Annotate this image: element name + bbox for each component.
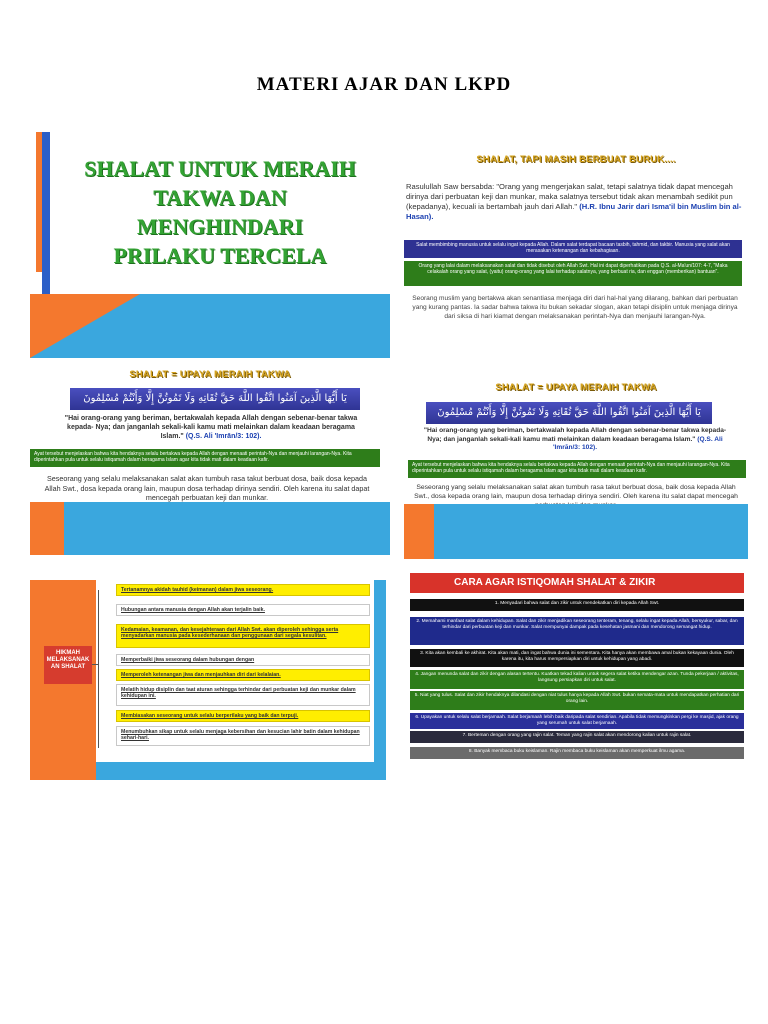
istiqomah-row-7: 7. Berteman dengan orang yang rajin salat. Teman yang rajin salat akan mendorong kalian untuk rajin salat. [410, 731, 744, 743]
title-line-2: TAKWA DAN MENGHINDARI [136, 185, 304, 239]
slide-body: Seorang muslim yang bertakwa akan senantiasa menjaga diri dari hal-hal yang dilarang, bahkan dari perbuatan yang kurang pantas. Ia sadar bahwa takwa itu bukan sekadar slogan, akan tetapi disiplin untuk menjaga dirinya dari siksa di hari kiamat dengan melaksanakan perintah-Nya dan menjauhi larangan-Nya. [412, 295, 738, 320]
hikmah-item-1: Tertanamnya akidah tauhid (keimanan) dalam jiwa seseorang. [116, 584, 370, 596]
hikmah-item-7: Membiasakan seseorang untuk selalu berperilaku yang baik dan terpuji. [116, 710, 370, 722]
istiqomah-row-1: 1. Menyadari bahwa salat dan zikir untuk mendekatkan diri kepada Allah Swt. [410, 599, 744, 611]
hadith-source: (H.R. Ibnu Jarir dari Isma'il bin Muslim bin al-Hasan). [406, 202, 742, 221]
green-note-box: Ayat tersebut menjelaskan bahwa kita hendaknya selalu bertakwa kepada Allah dengan menaati perintah-Nya dan menjauhi larangan-Nya. Kita diperintahkan pula untuk selalu istiqamah dalam beragama Islam agar kita tidak mati dalam keadaan kafir. [408, 460, 746, 478]
hadith-intro: Rasulullah Saw bersabda: "Orang yang mengerjakan salat, tetapi salatnya tidak dapat mencegah dirinya dari perbuatan keji dan munkar, maka salatnya tersebut tidak akan menambah sedikit pun (kepadanya), kecuali ia bertambah jauh dari Allah." [406, 182, 733, 211]
translation-text: "Hai orang-orang yang beriman, bertakwalah kepada Allah dengan sebenar-benar takwa kepada- Nya; dan janganlah sekali-kali kamu mati melainkan dalam keadaan beragama Islam." [64, 415, 358, 440]
orange-corner-shape [30, 502, 64, 555]
connector-branch [92, 664, 99, 665]
istiqomah-row-3: 3. Kita akan kembali ke akhirat. Kita akan mati, dan ingat bahwa dunia ini sementara. Kita hanya akan membawa amal bukan kekayaan dunia. Oleh karena itu, kita harus mempersiapkan diri untuk kehidupan yang abadi. [410, 649, 744, 667]
hikmah-item-6: Melatih hidup disiplin dan taat aturan sehingga terhindar dari perbuatan keji dan munkar dalam kehidupan ini. [116, 684, 370, 706]
translation-text: "Hai orang-orang yang beriman, bertakwalah kepada Allah dengan sebenar-benar takwa kepada- Nya; dan janganlah sekali-kali kamu mati melainkan dalam keadaan beragama Islam." [423, 427, 727, 443]
slide-body: Seseorang yang selalu melaksanakan salat akan tumbuh rasa takut berbuat dosa, baik dosa kepada Allah Swt., dosa kepada orang lain, maupun dosa terhadap dirinya sendiri. Oleh karena itu salat dapat mencegah perbuatan keji dan munkar. [44, 474, 370, 502]
slide-upaya-takwa-1 [30, 362, 390, 555]
connector-line [98, 590, 99, 748]
hikmah-item-5: Memperoleh ketenangan jiwa dan menjauhkan diri dari kelalaian. [116, 669, 370, 681]
bottom-blue-band [434, 504, 748, 559]
slide-title [30, 132, 390, 358]
istiqomah-row-5: 5. Niat yang tulus. Salat dan zikir hendaknya dilandasi dengan niat tulus hanya kepada Allah Swt. bukan semata-mata untuk mendapatkan perhatian dari orang lain. [410, 691, 744, 710]
hikmah-item-4: Memperbaiki jiwa seseorang dalam hubungan dengan [116, 654, 370, 666]
slide-heading: SHALAT = UPAYA MERAIH TAKWA [495, 382, 657, 393]
istiqomah-row-6: 6. Upayakan untuk selalu salat berjamaah. Salat berjamaah lebih baik daripada salat sendirian. Apabila tidak memungkinkan pergi ke masjid, ajak orang yang serumah untuk salat berjamaah. [410, 713, 744, 729]
green-note-box: Ayat tersebut menjelaskan bahwa kita hendaknya selalu bertakwa kepada Allah dengan menaati perintah-Nya dan menjauhi larangan-Nya. Kita diperintahkan pula untuk selalu istiqamah dalam beragama Islam agar kita tidak mati dalam keadaan kafir. [30, 449, 380, 467]
document-title: MATERI AJAR DAN LKPD [256, 74, 512, 95]
slide-cara-istiqomah [404, 567, 748, 781]
hikmah-item-2: Hubungan antara manusia dengan Allah akan terjalin baik. [116, 604, 370, 616]
orange-corner-shape [404, 504, 434, 559]
arabic-verse: يَا أَيُّهَا الَّذِينَ آمَنُوا اتَّقُوا اللَّهَ حَقَّ تُقَاتِهِ وَلَا تَمُوتُنَّ إِلَّا وَأَنْتُمْ مُسْلِمُونَ [70, 388, 360, 410]
verse-translation [420, 427, 730, 453]
istiqomah-row-4: 4. Jangan menunda salat dan zikir dengan alasan tertentu. Kuatkan tekad kalian untuk segera salat ketika mendengar azan. Tunda pekerjaan / aktivitas, langsung persiapkan diri untuk salat. [410, 670, 744, 689]
hikmah-center-node: HIKMAH MELAKSANAK AN SHALAT [44, 646, 92, 684]
istiqomah-row-2: 2. Memahami manfaat salat dalam kehidupan. Salat dan zikir menjadikan seseorang tenteram, tenang, selalu ingat kepada Allah, bersyukur, sabar, dan terhindar dari perbuatan keji dan munkar. Salat mempunyai dampak pada kesehatan jasmani dan mendorong semangat hidup. [410, 617, 744, 645]
verse-reference: (Q.S. Ali 'Imrān/3: 102). [552, 435, 723, 452]
hikmah-item-8: Menumbuhkan sikap untuk selalu menjaga kebersihan dan kesucian lahir batin dalam kehidupan sehari-hari. [116, 726, 370, 746]
istiqomah-row-8: 8. Banyak membaca buku keislaman. Rajin membaca buku keislaman akan memperkuat ilmu agama. [410, 747, 744, 759]
slide-heading: CARA AGAR ISTIQOMAH SHALAT & ZIKIR [410, 573, 744, 593]
title-line-3: PRILAKU TERCELA [113, 243, 327, 268]
hadith-text [406, 182, 744, 222]
orange-corner-shape [30, 294, 140, 358]
slide-upaya-takwa-2 [404, 374, 748, 559]
slide-hikmah-shalat [30, 580, 386, 780]
slide-title-text [70, 154, 370, 270]
bottom-blue-band [64, 502, 390, 555]
arabic-verse: يَا أَيُّهَا الَّذِينَ آمَنُوا اتَّقُوا اللَّهَ حَقَّ تُقَاتِهِ وَلَا تَمُوتُنَّ إِلَّا وَأَنْتُمْ مُسْلِمُونَ [426, 402, 712, 424]
slide-heading: SHALAT = UPAYA MERAIH TAKWA [129, 369, 291, 380]
green-note-box: Orang yang lalai dalam melaksanakan salat dan tidak disebut oleh Allah Swt. Hal ini dapat diperhatikan pada Q.S. al-Ma'un/107: 4-7, "Maka celakalah orang yang salat, (yaitu) orang-orang yang lalai terhadap salatnya, yang berbuat ria, dan enggan (memberikan) bantuan". [404, 261, 742, 286]
slide-body: Seseorang yang selalu melaksanakan salat akan tumbuh rasa takut berbuat dosa, baik dosa kepada Allah Swt., dosa kepada orang lain, maupun dosa terhadap dirinya sendiri. Oleh karena itu salat dapat mencegah [414, 484, 738, 500]
navy-note-box: Salat membimbing manusia untuk selalu ingat kepada Allah. Dalam salat terdapat bacaan tasbih, tahmid, dan takbir. Manusia yang salat akan merasakan ketenangan dan kebahagiaan. [404, 240, 742, 258]
bottom-blue-band [96, 762, 386, 780]
slide-heading: SHALAT, TAPI MASIH BERBUAT BURUK.... [476, 154, 676, 165]
title-line-1: SHALAT UNTUK MERAIH [84, 156, 356, 181]
verse-translation [56, 414, 366, 441]
hikmah-item-3: Kedamaian, keamanan, dan kesejahteraan dari Allah Swt. akan diperoleh sehingga serta menyadarkan manusia pada kesederhanaan dan penggunaan dari segala kesulitan. [116, 624, 370, 648]
blue-side-band [374, 580, 386, 780]
slide-shalat-berbuat-buruk [404, 148, 748, 362]
verse-reference: (Q.S. Ali 'Imrān/3: 102). [185, 433, 262, 440]
